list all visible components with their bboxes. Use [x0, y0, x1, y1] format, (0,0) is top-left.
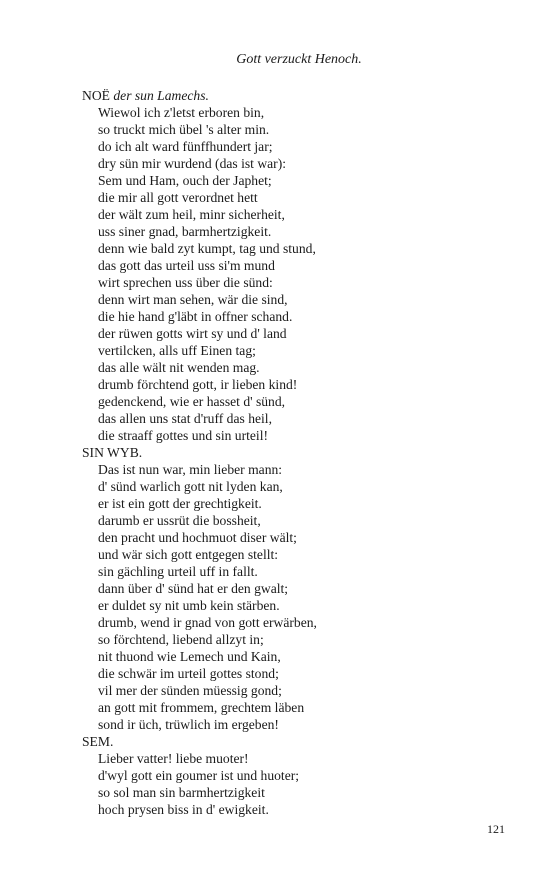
verse-line: sond ir üch, trüwlich im ergeben! — [98, 717, 279, 732]
verse-line: sin gächling urteil uff in fallt. — [98, 564, 258, 579]
running-title: Gott verzuckt Henoch. — [236, 52, 362, 67]
verse-line: er ist ein gott der grechtigkeit. — [98, 496, 262, 511]
speaker-name: SIN WYB. — [82, 445, 143, 460]
speaker-note: der sun Lamechs. — [113, 88, 209, 103]
verse-line: die schwär im urteil gottes stond; — [98, 666, 279, 681]
verse-line: dann über d' sünd hat er den gwalt; — [98, 581, 289, 596]
verse-line: das gott das urteil uss si'm mund — [98, 258, 275, 273]
verse-line: d'wyl gott ein goumer ist und huoter; — [98, 768, 300, 783]
verse-line: Wiewol ich z'letst erboren bin, — [98, 105, 265, 120]
verse-line: so sol man sin barmhertzigkeit — [98, 785, 265, 800]
verse-line: so truckt mich übel 's alter min. — [98, 122, 270, 137]
verse-line: do ich alt ward fünffhundert jar; — [98, 139, 273, 154]
verse-line: er duldet sy nit umb kein stärben. — [98, 598, 280, 613]
speaker-heading — [82, 733, 502, 750]
verse-line: nit thuond wie Lemech und Kain, — [98, 649, 281, 664]
verse-line: Lieber vatter! liebe muoter! — [98, 751, 249, 766]
verse-line: denn wirt man sehen, wär die sind, — [98, 292, 288, 307]
verse-line: denn wie bald zyt kumpt, tag und stund, — [98, 241, 316, 256]
verse-line: das allen uns stat d'ruff das heil, — [98, 411, 272, 426]
verse-line: wirt sprechen uss über die sünd: — [98, 275, 273, 290]
verse-line: darumb er ussrüt die bossheit, — [98, 513, 261, 528]
verse-line: d' sünd warlich gott nit lyden kan, — [98, 479, 283, 494]
page-number: 121 — [487, 822, 505, 836]
verse-line: und wär sich gott entgegen stellt: — [98, 547, 279, 562]
verse-line: vil mer der sünden müessig gond; — [98, 683, 282, 698]
verse-line: die straaff gottes und sin urteil! — [98, 428, 269, 443]
verse-line: die hie hand g'läbt in offner schand. — [98, 309, 293, 324]
verse-line: die mir all gott verordnet hett — [98, 190, 258, 205]
speaker-name: NOË — [82, 88, 110, 103]
verse-line: der wält zum heil, minr sicherheit, — [98, 207, 285, 222]
verse-line: uss siner gnad, barmhertzigkeit. — [98, 224, 272, 239]
verse-line: an gott mit frommem, grechtem läben — [98, 700, 305, 715]
verse-line: drumb förchtend gott, ir lieben kind! — [98, 377, 298, 392]
verse-line: den pracht und hochmuot diser wält; — [98, 530, 297, 545]
verse-line: vertilcken, alls uff Einen tag; — [98, 343, 256, 358]
verse-line: Sem und Ham, ouch der Japhet; — [98, 173, 272, 188]
verse-text — [82, 87, 502, 818]
verse-line: drumb, wend ir gnad von gott erwärben, — [98, 615, 317, 630]
verse-line: gedenckend, wie er hasset d' sünd, — [98, 394, 286, 409]
speaker-name: SEM. — [82, 734, 114, 749]
speaker-heading — [82, 444, 502, 461]
verse-line: der rüwen gotts wirt sy und d' land — [98, 326, 287, 341]
speaker-heading — [82, 87, 502, 104]
verse-line: so förchtend, liebend allzyt in; — [98, 632, 264, 647]
verse-line: Das ist nun war, min lieber mann: — [98, 462, 283, 477]
verse-line: hoch prysen biss in d' ewigkeit. — [98, 802, 269, 817]
verse-line: dry sün mir wurdend (das ist war): — [98, 156, 287, 171]
verse-line: das alle wält nit wenden mag. — [98, 360, 260, 375]
